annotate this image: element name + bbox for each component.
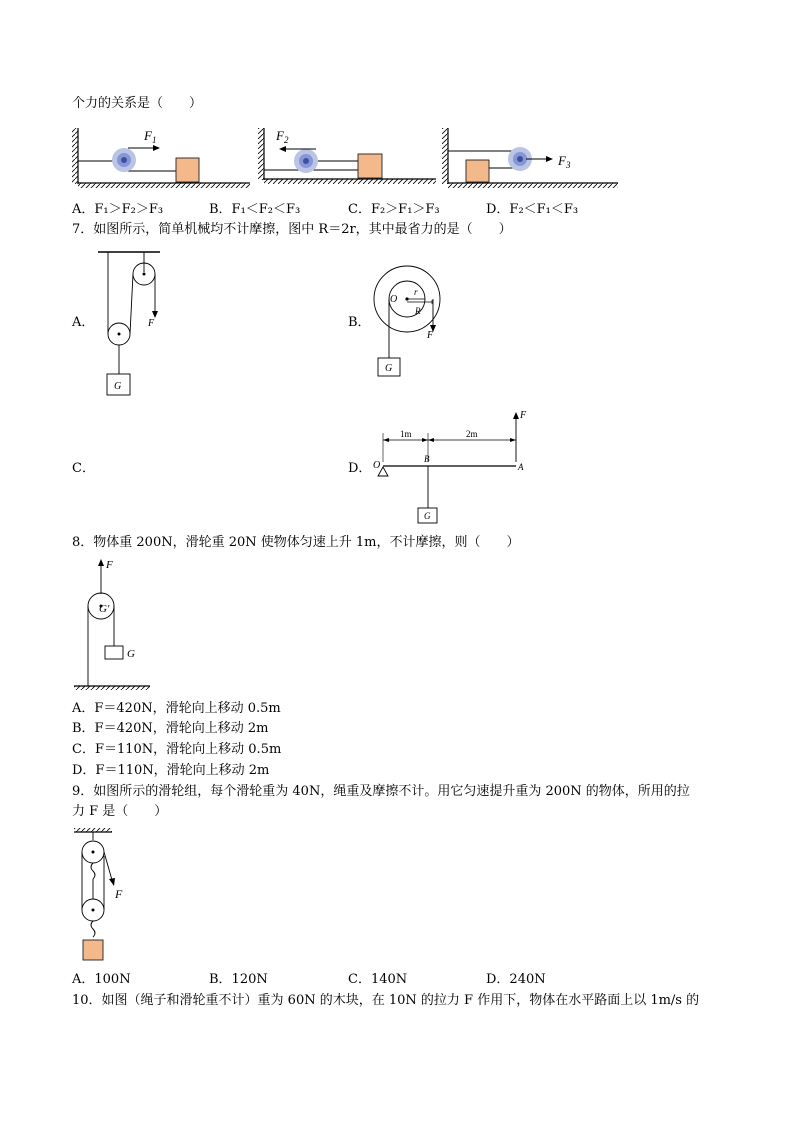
svg-text:G: G	[424, 511, 431, 521]
svg-text:G: G	[114, 381, 122, 392]
q8-option-d[interactable]: D．F＝110N，滑轮向上移动 2m	[72, 763, 270, 778]
q10-stem: 10．如图（绳子和滑轮重不计）重为 60N 的木块，在 10N 的拉力 F 作用下，物体在水平路面上以 1m/s 的	[72, 993, 700, 1008]
q6-option-a[interactable]: A．F₁＞F₂＞F₃	[72, 202, 164, 217]
svg-text:r: r	[414, 287, 418, 297]
svg-text:G: G	[127, 648, 135, 660]
q7-figure-a	[96, 246, 176, 406]
svg-text:F: F	[148, 318, 155, 329]
svg-text:F2: $F_2$	[276, 128, 289, 145]
svg-text:O: O	[373, 460, 381, 471]
q8-stem: 8．物体重 200N，滑轮重 20N 使物体匀速上升 1m，不计摩擦，则（ ）	[72, 535, 520, 550]
q6-figure-1	[70, 124, 250, 194]
q7-option-a-letter[interactable]: A．	[72, 315, 95, 330]
block	[466, 160, 489, 182]
q6-option-b[interactable]: B．F₁＜F₂＜F₃	[209, 202, 301, 217]
q6-figure-3	[442, 124, 627, 194]
q6-stem-tail: 个力的关系是（ ）	[72, 96, 203, 111]
q6-option-c[interactable]: C．F₂＞F₁＞F₃	[348, 202, 440, 217]
svg-text:F: F	[520, 410, 527, 421]
q7-option-c-letter[interactable]: C．	[72, 461, 95, 476]
svg-text:F3: $F_3$	[558, 153, 571, 170]
svg-text:A: A	[518, 462, 524, 472]
svg-text:F: F	[427, 330, 434, 341]
block	[358, 154, 382, 178]
svg-text:1m: 1m	[400, 429, 412, 439]
q9-option-c[interactable]: C．140N	[348, 972, 408, 987]
q6-option-d[interactable]: D．F₂＜F₁＜F₃	[486, 202, 579, 217]
q8-option-c[interactable]: C．F＝110N，滑轮向上移动 0.5m	[72, 742, 282, 757]
svg-text:F: F	[106, 559, 113, 571]
q7-figure-b	[370, 262, 450, 382]
q9-stem-line2: 力 F 是（ ）	[72, 804, 168, 819]
svg-text:R: R	[415, 306, 421, 316]
q9-option-d[interactable]: D．240N	[486, 972, 546, 987]
q9-option-a[interactable]: A．100N	[72, 972, 131, 987]
svg-text:2m: 2m	[466, 429, 478, 439]
svg-text:G′: G′	[99, 603, 110, 615]
svg-text:B: B	[424, 454, 430, 464]
q9-stem-line1: 9．如图所示的滑轮组，每个滑轮重为 40N，绳重及摩擦不计。用它匀速提升重为 200N 的物体，所用的拉	[72, 784, 690, 799]
svg-text:O: O	[390, 294, 398, 305]
q7-stem: 7．如图所示，简单机械均不计摩擦，图中 R＝2r，其中最省力的是（ ）	[72, 222, 512, 237]
q7-option-d-letter[interactable]: D．	[348, 461, 372, 476]
q7-figure-d	[370, 406, 540, 526]
svg-text:F: F	[115, 887, 123, 901]
q9-option-b[interactable]: B．120N	[209, 972, 268, 987]
q8-option-a[interactable]: A．F＝420N，滑轮向上移动 0.5m	[72, 701, 281, 716]
svg-text:G: G	[385, 363, 393, 374]
svg-text:F1: $F_1$	[144, 128, 157, 145]
q9-figure	[72, 826, 142, 971]
block	[176, 158, 199, 182]
q8-option-b[interactable]: B．F＝420N，滑轮向上移动 2m	[72, 721, 269, 736]
q7-option-b-letter[interactable]: B．	[348, 315, 371, 330]
q8-figure	[72, 554, 162, 694]
q6-figure-2	[258, 124, 438, 194]
